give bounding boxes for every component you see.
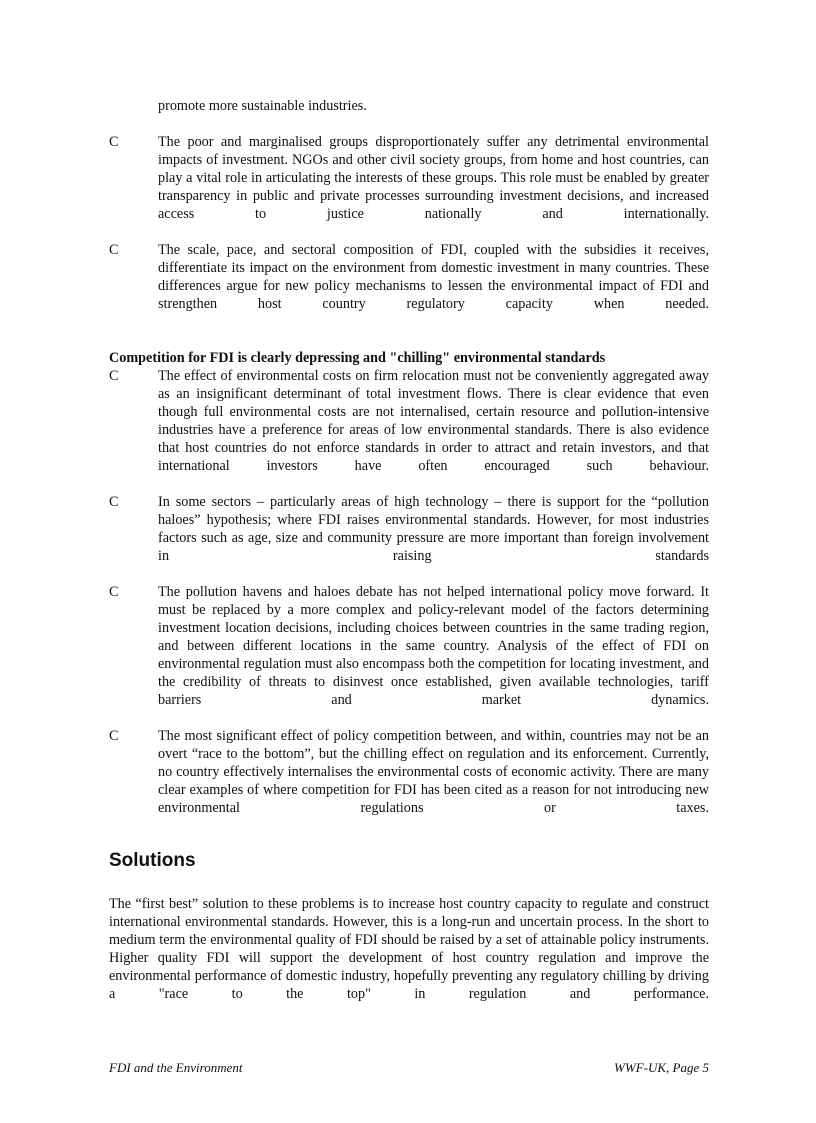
intro-continuation: promote more sustainable industries. bbox=[158, 98, 367, 114]
bullet-pollution-haloes: In some sectors – particularly areas of high technology – there is support for the “pollution haloes” hypothesis; where FDI raises environmental standards. However, for most industries factors such as age, size and community pressure are more important than foreign involvement in raising standards bbox=[158, 494, 709, 564]
bullet-poor-groups: The poor and marginalised groups disproportionately suffer any detrimental environmental impacts of investment. NGOs and other civil society groups, from home and host countries, can play a vital role in articulating the interests of these groups. This role must be enabled by greater transparency in public and private processes surrounding investment decisions, and increased access to justice nationally and internationally. bbox=[158, 134, 709, 222]
bullet-marker: C bbox=[109, 494, 119, 510]
footer-page-number: WWF-UK, Page 5 bbox=[614, 1060, 709, 1075]
bullet-marker: C bbox=[109, 134, 119, 150]
bullet-marker: C bbox=[109, 584, 119, 600]
bullet-fdi-scale: The scale, pace, and sectoral composition of FDI, coupled with the subsidies it receives, differentiate its impact on the environment from domestic investment in many countries. These differences argue for new policy mechanisms to lessen the environmental impact of FDI and strengthen host country regulatory capacity when needed. bbox=[158, 242, 709, 312]
solutions-heading: Solutions bbox=[109, 850, 196, 871]
bullet-marker: C bbox=[109, 242, 119, 258]
bullet-marker: C bbox=[109, 728, 119, 744]
competition-heading: Competition for FDI is clearly depressing and "chilling" environmental standards bbox=[109, 350, 606, 366]
bullet-policy-competition: The most significant effect of policy competition between, and within, countries may not be an overt “race to the bottom”, but the chilling effect on regulation and its enforcement. Currently, no country effectively internalises the environmental costs of economic activity. There are many clear examples of where competition for FDI has been cited as a reason for not introducing new environmental regulations or taxes. bbox=[158, 728, 709, 816]
solutions-paragraph: The “first best” solution to these problems is to increase host country capacity to regulate and construct international environmental standards. However, this is a long-run and uncertain process. In the short to medium term the environmental quality of FDI should be raised by a set of attainable policy instruments. Higher quality FDI will support the development of host country regulation and improve the environmental performance of domestic industry, hopefully preventing any regulatory chilling by driving a "race to the top" in regulation and performance. bbox=[109, 896, 709, 1002]
bullet-marker: C bbox=[109, 368, 119, 384]
bullet-environmental-costs: The effect of environmental costs on firm relocation must not be conveniently aggregated away as an insignificant determinant of total investment flows. There is clear evidence that even though full environmental costs are not internalised, certain resource and pollution-intensive industries have a preference for areas of low environmental standards. There is also evidence that host countries do not enforce standards in order to attract and retain investors, and that international investors have often encouraged such behaviour. bbox=[158, 368, 709, 474]
bullet-havens-debate: The pollution havens and haloes debate has not helped international policy move forward. It must be replaced by a more complex and policy-relevant model of the factors determining investment location decisions, including choices between countries in the same trading region, and between different locations in the same country. Analysis of the effect of FDI on environmental regulation must also encompass both the competition for locating investment, and the credibility of threats to disinvest once established, given available technologies, tariff barriers and market dynamics. bbox=[158, 584, 709, 708]
footer-title: FDI and the Environment bbox=[109, 1060, 243, 1075]
